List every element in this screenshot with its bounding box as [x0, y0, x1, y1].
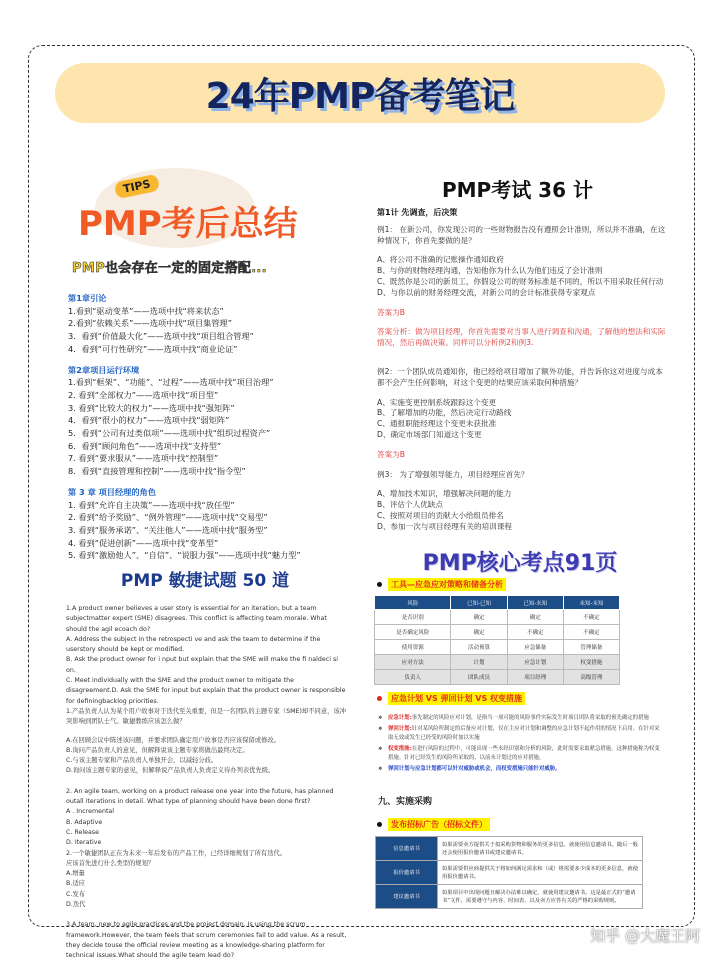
table-cell: 负责人: [375, 670, 451, 685]
option-line: B、与你的财物经理沟通，告知他你为什么认为他们违反了会计准则: [377, 266, 603, 276]
option-line: C、既然你是公司的新员工，你假设公司的财务标准是不同的，所以不用采取任何行动: [377, 276, 664, 286]
table-row: [375, 625, 620, 640]
row-text: 如果需要供应商提供关于将如何满足需求和（或）将需要多少成本的更多信息，就使用报价邀请书。: [438, 861, 643, 885]
chapter-heading: 第1章引论: [68, 293, 107, 303]
question-line: C. Meet individually with the SME and the product owner to mitigate the disagreement.D. Ask the SME for input but explain that the product owner is responsible for definingbacklog priorities.: [66, 677, 346, 705]
chapter-line: 5．看到“公司有过类似项”——选项中找“组织过程资产”: [68, 428, 271, 439]
chapter-line: 4．看到“可行性研究”——选项中找“商业论证”: [68, 343, 238, 354]
chapter-line: 3．看到“价值最大化”——选项中找“项目组合管理”: [68, 331, 254, 342]
table-cell: 确定: [451, 610, 507, 625]
ex1-answer: 答案为B: [377, 307, 405, 317]
ji-content: [377, 208, 667, 533]
chapter-line: 2.看到“依赖关系”——选项中找“项目集管理”: [68, 318, 232, 329]
table-cell: 使用资源: [375, 640, 451, 655]
table-header: 已知-未知: [507, 596, 563, 610]
question-line: C.发布: [66, 890, 85, 898]
question-line: B. Adaptive: [66, 818, 103, 826]
option-line: B、评估个人优缺点: [377, 500, 443, 510]
question-line: B.适应: [66, 880, 85, 888]
question-line: 3.A team, new to agile practices and the project domain. Is using the scrum framework.However, the team feels that scrum ceremonies fail to add value. As a result, they decide touse the official review meeting as a knowledge-sharing platform for technical issues.What should the agile team lead do?: [66, 921, 347, 960]
spacer: [66, 910, 348, 920]
vs-text: 在进行风险的过程中，可能出现一些未经识别和分析的风险，此时需要采取紧急措施，这种措施称为权变措施。针对已经发生的风险所采取的、以前未计划过的应对措施。: [388, 746, 660, 761]
vs-list: [378, 714, 663, 776]
spacer: [66, 777, 348, 787]
procurement-table: [375, 836, 643, 909]
question-line: A.增量: [66, 870, 85, 878]
watermark: 知乎 @大魔王阿: [590, 927, 700, 945]
table-row: [375, 610, 620, 625]
table-row: [376, 861, 643, 885]
table-header: 已知-已知: [451, 596, 507, 610]
option-line: B、了解增加的功能，然后决定行动路线: [377, 408, 512, 418]
agile-questions: [66, 604, 348, 962]
row-text: 如果需要卖方提供关于拟采购货物和服务的更多信息，就使用信息邀请书。随后一般还会使用报价邀请书或建议邀请书。: [438, 837, 643, 861]
row-label: 报价邀请书: [376, 861, 438, 885]
risk-table: [374, 595, 620, 685]
question-line: D.迭代: [66, 901, 86, 909]
vs-term: 权变措施:: [388, 746, 412, 752]
vs-item: [378, 765, 663, 774]
question-line: B.询问产品负责人的意见，但解释说该主题专家将做出最终决定。: [66, 746, 249, 754]
chapter-line: 2. 看到“全部权力”——选项中找“项目型”: [68, 389, 219, 400]
chapter-notes: [68, 292, 353, 562]
vs-term: 应急计划:: [388, 715, 412, 721]
vs-text: 事先制定的风险应对计划，是指当一项可能的风险事件实际发生时项目团队将采取的预先确定的措施: [411, 715, 649, 721]
table-cell: 活动预算: [451, 640, 507, 655]
option-line: D、参加一次与项目经理有关的培训课程: [377, 521, 512, 531]
bullet-icon: [377, 696, 382, 701]
option-line: D、与你以前的财务经理交流，对新公司的会计标准获得专家观点: [377, 287, 596, 297]
question-line: D.询问该主题专家的意见，但解释说产品负责人负责定义待办列表优先级。: [66, 767, 275, 775]
table-cell: 不确定: [507, 625, 563, 640]
question-line: [66, 728, 348, 736]
ex3-options: [377, 489, 667, 532]
chapter-heading: 第 3 章 项目经理的角色: [68, 486, 156, 497]
ex2-question: 例2：一个团队成员通知你，他已经给项目增加了额外功能，并告诉你这对进度与成本都不会产生任何影响，对这个变更的结果应该采取何种措施？: [377, 366, 663, 387]
header-banner: [55, 63, 665, 123]
table-cell: 确定: [507, 610, 563, 625]
table-header: 未知-未知: [563, 596, 619, 610]
row-label: 信息邀请书: [376, 837, 438, 861]
vs-text: 弹回计划与应急计划都可以针对威胁或机会，而权变措施只能针对威胁。: [388, 766, 561, 772]
bullet-icon: [377, 822, 382, 827]
chapter-line: 1.看到“框架”、“功能”、“过程”——选项中找“项目治理”: [68, 377, 274, 388]
vs-item: [378, 745, 663, 763]
table-cell: 团队成员: [451, 670, 507, 685]
option-line: C、通报职能经理这个变更未获批准: [377, 419, 497, 429]
question-line: B. Ask the product owner for i nput but explain that the SME will make the fi naldeci si on.: [66, 656, 338, 674]
question-line: C. Release: [66, 828, 100, 836]
table-cell: 不确定: [563, 625, 619, 640]
table-header: 风险: [375, 596, 451, 610]
question-line: A. Address the subject in the retrospecti ve and ask the team to determine if the userstory should be kept or modified.: [66, 635, 321, 654]
question-line: C.与该主题专家和产品负责人单独开会，以减轻分歧。: [66, 757, 218, 765]
chapter-line: 4．看到“很小的权力”——选项中找“弱矩阵”: [68, 415, 230, 426]
question-line: 2. An agile team, working on a product release one year into the future, has planned outall iterations in detail. What type of planning should have been done first?: [66, 787, 334, 806]
vs-item: [378, 725, 663, 743]
question-line: A . Incremental: [66, 808, 115, 816]
ex2-answer: 答案为B: [377, 449, 405, 459]
chapter-heading: 第2章项目运行环境: [68, 364, 140, 375]
chapter-line: 8．看到“直接管理和控制”——选项中找“指令型”: [68, 466, 246, 477]
ji-section: 第1计 先调查，后决策: [377, 208, 458, 217]
option-line: C、按照对项目的贡献大小给组员排名: [377, 510, 504, 520]
table-row: [376, 837, 643, 861]
option-line: A、将公司不准确的记账操作通知政府: [377, 255, 504, 265]
table-cell: 确定: [451, 625, 507, 640]
bid-heading: [377, 818, 490, 831]
option-line: D、确定市场部门知道这个变更: [377, 429, 482, 439]
chapter-line: 3. 看到“比较大的权力”——选项中找“强矩阵”: [68, 402, 235, 413]
table-cell: 项目经理: [507, 670, 563, 685]
chapter-line: 3. 看到“服务承诺”、“关注他人”——选项中找“服务型”: [68, 524, 268, 535]
vs-text: 针对某风险所制定的后备应对计划，仅在主应对计划和调整的应急计划不起作用的情况下启用。在针对采取无效或发生已经受的风险时加以实施: [388, 726, 660, 741]
summary-subtitle: PMP也会存在一定的固定搭配...: [72, 261, 267, 276]
ex1-options: [377, 255, 667, 298]
ex2-options: [377, 398, 667, 441]
chapter-line: 4. 看到“促进创新”——选项中找“变革型”: [68, 537, 219, 548]
chapter-line: 2. 看到“给予奖励”、“例外管理”——选项中找“交易型”: [68, 512, 268, 523]
question-line: 1.A product owner believes a user story is essential for an iteration, but a team subjectmatter expert (SME) disagrees. This conflict is affecting team morale. What should the agil ecoach do?: [66, 605, 327, 633]
ex3-question: 例3： 为了增强领导能力，项目经理应首先？: [377, 469, 529, 479]
table-cell: 是否识别: [375, 610, 451, 625]
table-cell: 计划: [451, 655, 507, 670]
table-cell: 管理储备: [563, 640, 619, 655]
table-row: [376, 885, 643, 909]
table-cell: 不确定: [563, 610, 619, 625]
ex1-analysis: 答案分析：做为项目经理，你首先需要对当事人进行调查和沟通，了解他的想法和实际情况，然后再做决策。同样可以分析例2和例3.: [377, 327, 666, 348]
table-cell: 高级管理: [563, 670, 619, 685]
row-label: 建议邀请书: [376, 885, 438, 909]
table-row: [375, 640, 620, 655]
chapter-line: 7. 看到“要求服从”——选项中找“控制型”: [68, 453, 219, 464]
table-row: [375, 655, 620, 670]
section-9-heading: 九、实施采购: [378, 797, 433, 807]
row-text: 如果项目中出现问题且解决办法难以确定，就使用建议邀请书。这是最正式的“邀请书”文件，需要遵守与内容、时间表，以及卖方应答有关的严格的采购规则。: [438, 885, 643, 909]
core-title: PMP核心考点91页: [422, 551, 618, 576]
question-line: 1.产品负责人认为某个用户故事对于迭代至关重要，但是一名团队的主题专家（SME)却不同意，该冲突影响到团队士气。敏捷教练应该怎么做？: [66, 707, 347, 726]
table-cell: 应急计划: [507, 655, 563, 670]
chapter-line: 5. 看到“激励他人”、“自信”、“说服力强”——选项中找“魅力型”: [68, 550, 301, 561]
bid-heading-text: 发布招标广告（招标文件）: [388, 818, 490, 831]
bullet-icon: [377, 582, 382, 587]
chapter-line: 1.看到“驱动变革”——选项中找“将来状态”: [68, 305, 224, 316]
table-cell: 是否确定风险: [375, 625, 451, 640]
page-title: 24年PMP备考笔记: [205, 75, 515, 117]
question-line: A.在回顾会议中陈述该问题，并要求团队确定用户故事是否应该保留或修改。: [66, 736, 280, 744]
agile-title: PMP 敏捷试题 50 道: [120, 571, 290, 591]
table-cell: 应急储备: [507, 640, 563, 655]
question-line: D. Iterative: [66, 839, 102, 847]
chapter-line: 1. 看到“允许自主决策”——选项中找“放任型”: [68, 499, 235, 510]
vs-term: 弹回计划:: [388, 726, 412, 732]
vs-item: [378, 714, 663, 723]
ji-title: PMP考试 36 计: [442, 178, 593, 202]
table-row: [375, 670, 620, 685]
question-line: 2.一个敏捷团队正在为未来一年后发布的产品工作，已经详细规划了所有迭代。: [66, 849, 287, 857]
vs-heading-text: 应急计划 VS 弹回计划 VS 权变措施: [388, 692, 525, 705]
table-cell: 权变措施: [563, 655, 619, 670]
chapter-line: 6．看到“顾问角色”——选项中找“支持型”: [68, 440, 222, 451]
ex1-question: 例1： 在新公司，你发现公司的一些财物报告没有遵照会计准则，所以并不准确，在这种情况下，你首先要做的是？: [377, 224, 666, 245]
option-line: A、实施变更控制系统跟踪这个变更: [377, 397, 497, 407]
summary-title: PMP考后总结: [78, 204, 298, 244]
option-line: A、增加技术知识，增强解决问题的能力: [377, 489, 512, 499]
tool-heading-text: 工具—应急应对策略和储备分析: [388, 578, 506, 591]
tips-badge: TIPS: [114, 174, 160, 200]
tool-heading: [377, 578, 506, 591]
table-cell: 应对方法: [375, 655, 451, 670]
question-line: 应该首先进行什么类型的规划？: [66, 859, 155, 867]
vs-heading: [377, 692, 525, 705]
